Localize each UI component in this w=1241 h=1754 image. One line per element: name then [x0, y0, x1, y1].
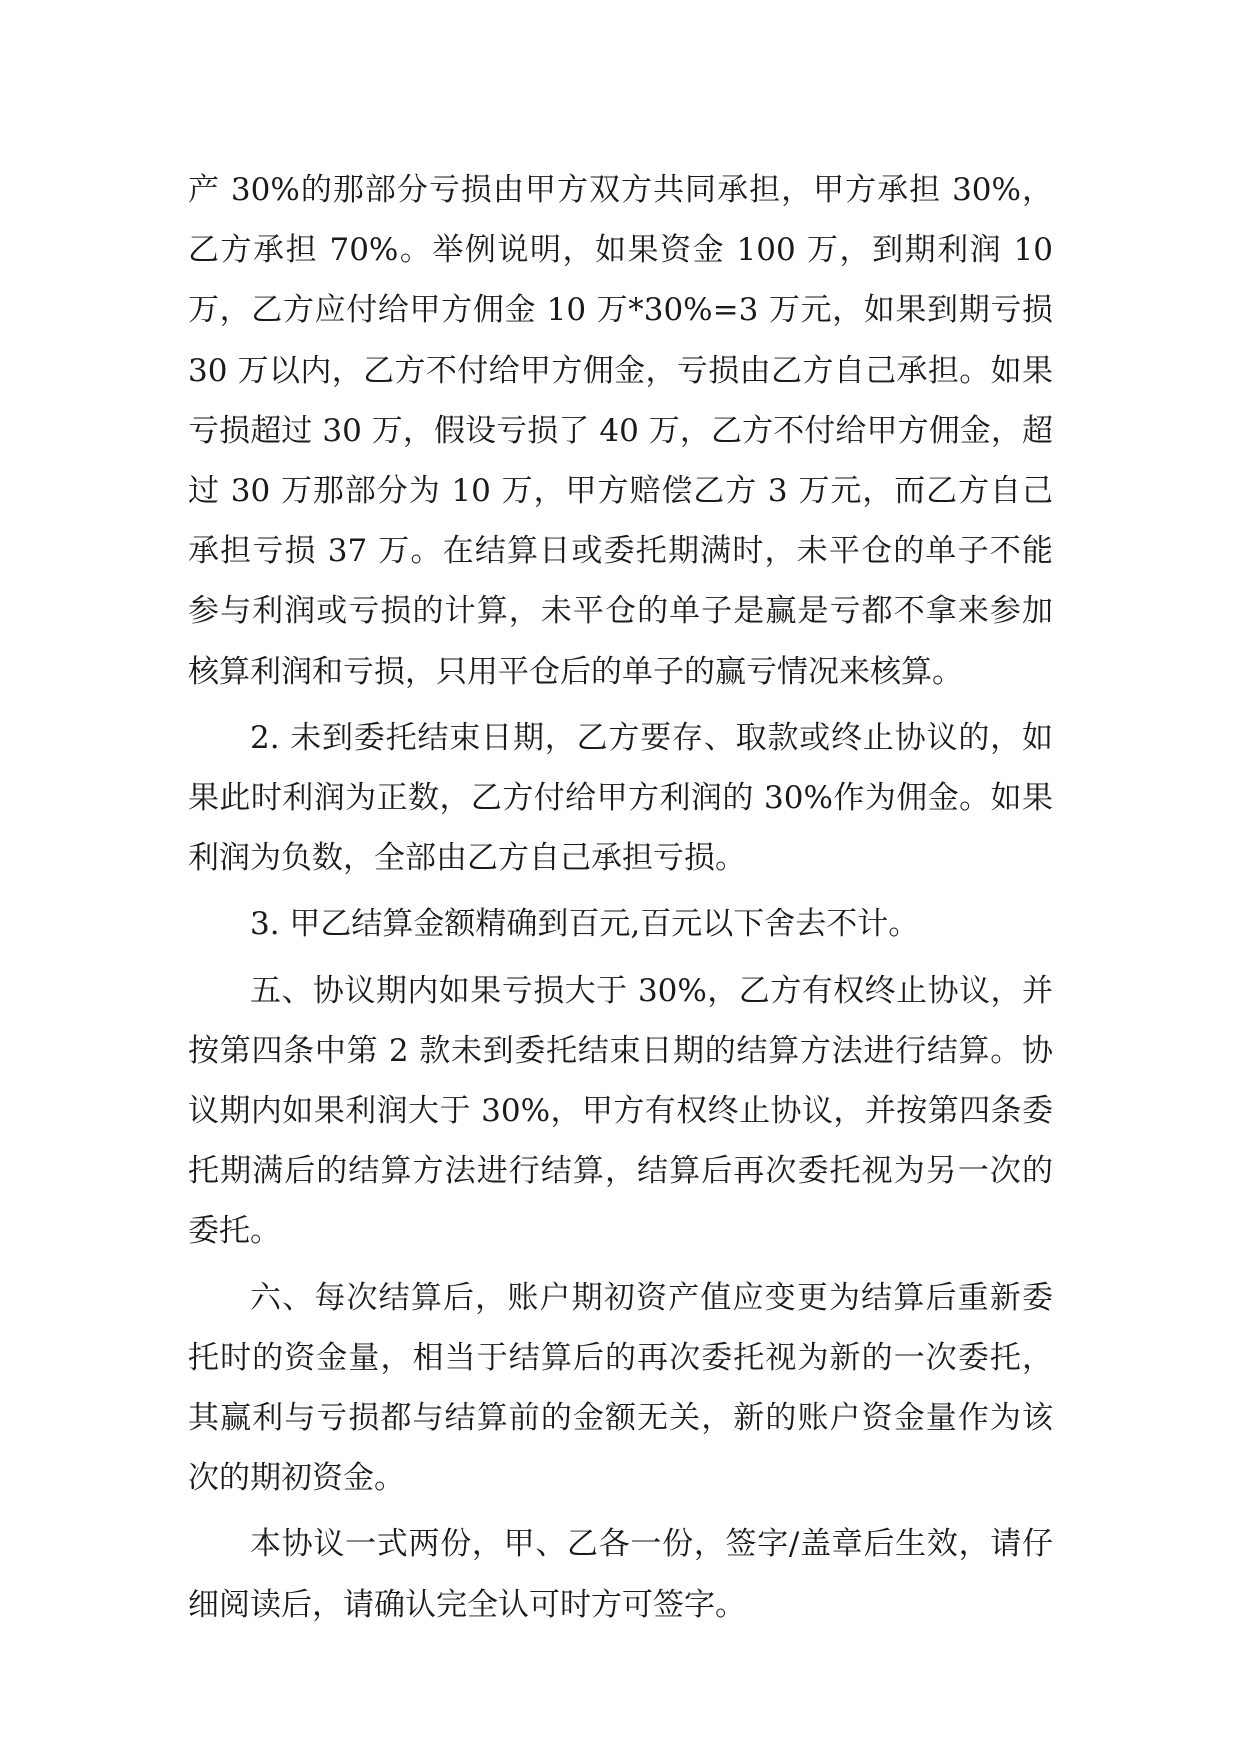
paragraph-settlement-precision: 3. 甲乙结算金额精确到百元,百元以下舍去不计。 [250, 906, 920, 943]
paragraph-signature-notice: 本协议一式两份，甲、乙各一份，签字/盖章后生效，请仔细阅读后，请确认完全认可时方可签字。 [188, 1526, 1053, 1623]
document-body [188, 160, 1053, 1635]
paragraph-loss-sharing: 产 30%的那部分亏损由甲方双方共同承担，甲方承担 30%，乙方承担 70%。举例说明，如果资金 100 万，到期利润 10 万，乙方应付给甲方佣金 10 万*30%=3 万元，如果到期亏损 30 万以内，乙方不付给甲方佣金，亏损由乙方自己承担。如果亏损超过 30 万，假设亏损了 40 万，乙方不付给甲方佣金，超过 30 万那部分为 10 万，甲方赔偿乙方 3 万元，而乙方自己承担亏损 37 万。在结算日或委托期满时，未平仓的单子不能参与利润或亏损的计算，未平仓的单子是赢是亏都不拿来参加核算利润和亏损，只用平仓后的单子的赢亏情况来核算。 [188, 172, 1053, 690]
paragraph-early-termination: 2. 未到委托结束日期，乙方要存、取款或终止协议的，如果此时利润为正数，乙方付给甲方利润的 30%作为佣金。如果利润为负数，全部由乙方自己承担亏损。 [188, 719, 1053, 877]
paragraph-clause-six: 六、每次结算后，账户期初资产值应变更为结算后重新委托时的资金量，相当于结算后的再次委托视为新的一次委托，其赢利与亏损都与结算前的金额无关，新的账户资金量作为该次的期初资金。 [188, 1279, 1053, 1497]
paragraph-clause-five: 五、协议期内如果亏损大于 30%，乙方有权终止协议，并按第四条中第 2 款未到委托结束日期的结算方法进行结算。协议期内如果利润大于 30%，甲方有权终止协议，并按第四条委托期满后的结算方法进行结算，结算后再次委托视为另一次的委托。 [188, 972, 1053, 1250]
